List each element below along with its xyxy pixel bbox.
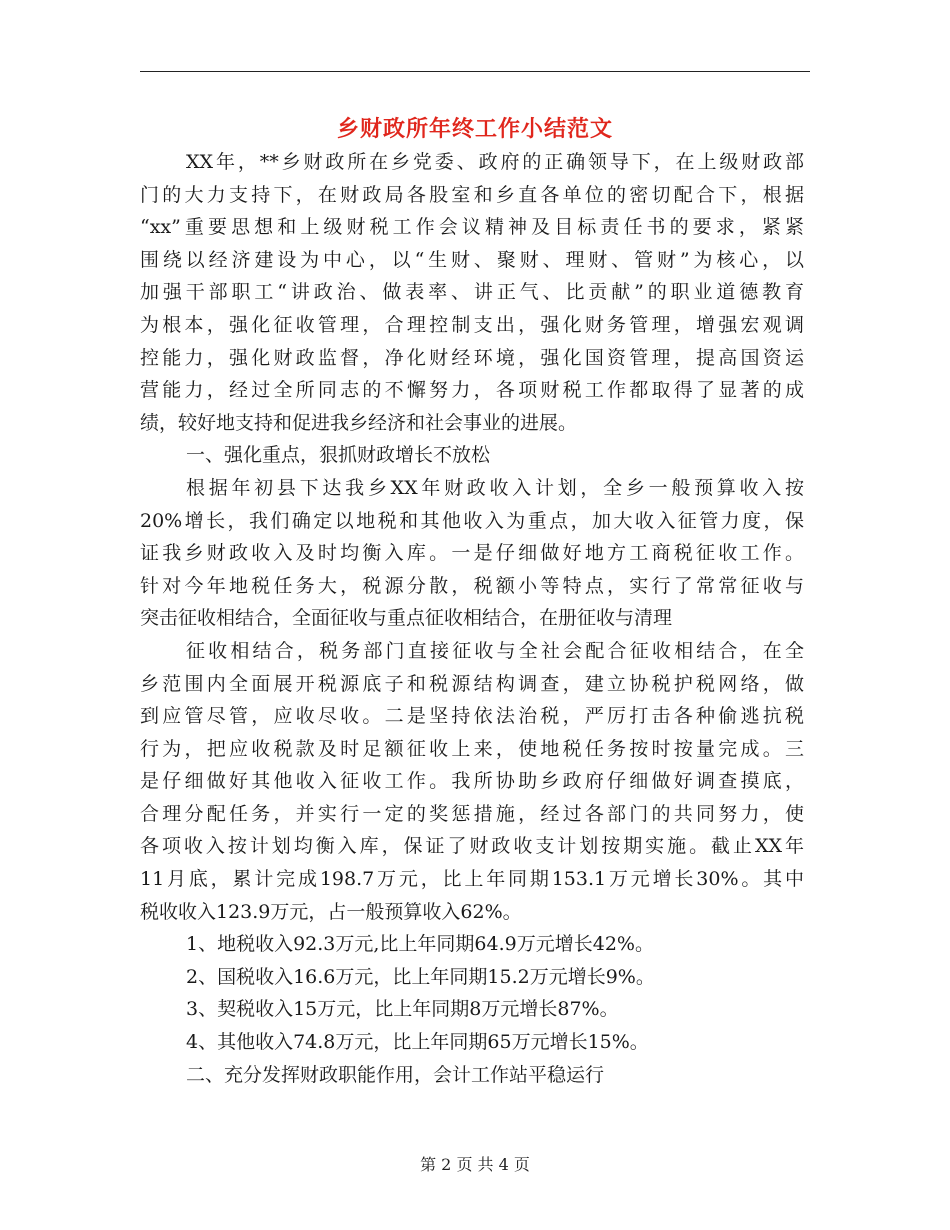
text-line: 3、契税收入15万元，比上年同期8万元增长87%。 xyxy=(186,998,619,1021)
text-line: 突击征收相结合，全面征收与重点征收相结合，在册征收与清理 xyxy=(140,607,673,630)
document-title: 乡财政所年终工作小结范文 xyxy=(336,116,613,142)
header-rule xyxy=(140,71,810,72)
text-line: 为根本，强化征收管理，合理控制支出，强化财务管理，增强宏观调 xyxy=(140,313,804,336)
text-line: 税收收入123.9万元，占一般预算收入62%。 xyxy=(140,900,522,923)
text-line: 证我乡财政收入及时均衡入库。一是仔细做好地方工商税征收工作。 xyxy=(140,542,804,565)
text-line: 加强干部职工“讲政治、做表率、讲正气、比贡献”的职业道德教育 xyxy=(140,281,804,304)
text-line: 针对今年地税任务大，税源分散，税额小等特点，实行了常常征收与 xyxy=(140,574,804,597)
page-footer: 第 2 页 共 4 页 xyxy=(420,1155,530,1174)
text-line: “xx”重要思想和上级财税工作会议精神及目标责任书的要求，紧紧 xyxy=(140,216,804,239)
text-line: 门的大力支持下，在财政局各股室和乡直各单位的密切配合下，根据 xyxy=(140,183,804,206)
text-line: 行为，把应收税款及时足额征收上来，使地税任务按时按量完成。三 xyxy=(140,737,804,760)
text-line: 绩，较好地支持和促进我乡经济和社会事业的进展。 xyxy=(140,411,578,434)
text-line: 4、其他收入74.8万元，比上年同期65万元增长15%。 xyxy=(186,1031,649,1054)
text-line: 控能力，强化财政监督，净化财经环境，强化国资管理，提高国资运 xyxy=(140,346,804,369)
text-line: 一、强化重点，狠抓财政增长不放松 xyxy=(186,444,491,467)
text-line: 乡范围内全面展开税源底子和税源结构调查，建立协税护税网络，做 xyxy=(140,672,804,695)
text-line: 1、地税收入92.3万元,比上年同期64.9万元增长42%。 xyxy=(186,933,654,956)
text-line: XX年，**乡财政所在乡党委、政府的正确领导下，在上级财政部 xyxy=(186,151,804,173)
text-line: 营能力，经过全所同志的不懈努力，各项财税工作都取得了显著的成 xyxy=(140,379,804,402)
text-line: 20%增长，我们确定以地税和其他收入为重点，加大收入征管力度，保 xyxy=(140,509,804,532)
text-line: 根据年初县下达我乡XX年财政收入计划，全乡一般预算收入按 xyxy=(186,476,804,499)
text-line: 11月底，累计完成198.7万元，比上年同期153.1万元增长30%。其中 xyxy=(140,868,804,891)
text-line: 二、充分发挥财政职能作用，会计工作站平稳运行 xyxy=(186,1063,605,1086)
text-line: 围绕以经济建设为中心，以“生财、聚财、理财、管财”为核心，以 xyxy=(140,248,804,271)
document-body xyxy=(140,146,804,1091)
text-line: 到应管尽管，应收尽收。二是坚持依法治税，严厉打击各种偷逃抗税 xyxy=(140,705,804,728)
text-line: 是仔细做好其他收入征收工作。我所协助乡政府仔细做好调查摸底， xyxy=(140,770,804,793)
text-line: 征收相结合，税务部门直接征收与全社会配合征收相结合，在全 xyxy=(186,639,804,662)
text-line: 各项收入按计划均衡入库，保证了财政收支计划按期实施。截止XX年 xyxy=(140,835,804,858)
text-line: 2、国税收入16.6万元，比上年同期15.2万元增长9%。 xyxy=(186,965,655,988)
text-line: 合理分配任务，并实行一定的奖惩措施，经过各部门的共同努力，使 xyxy=(140,802,804,825)
